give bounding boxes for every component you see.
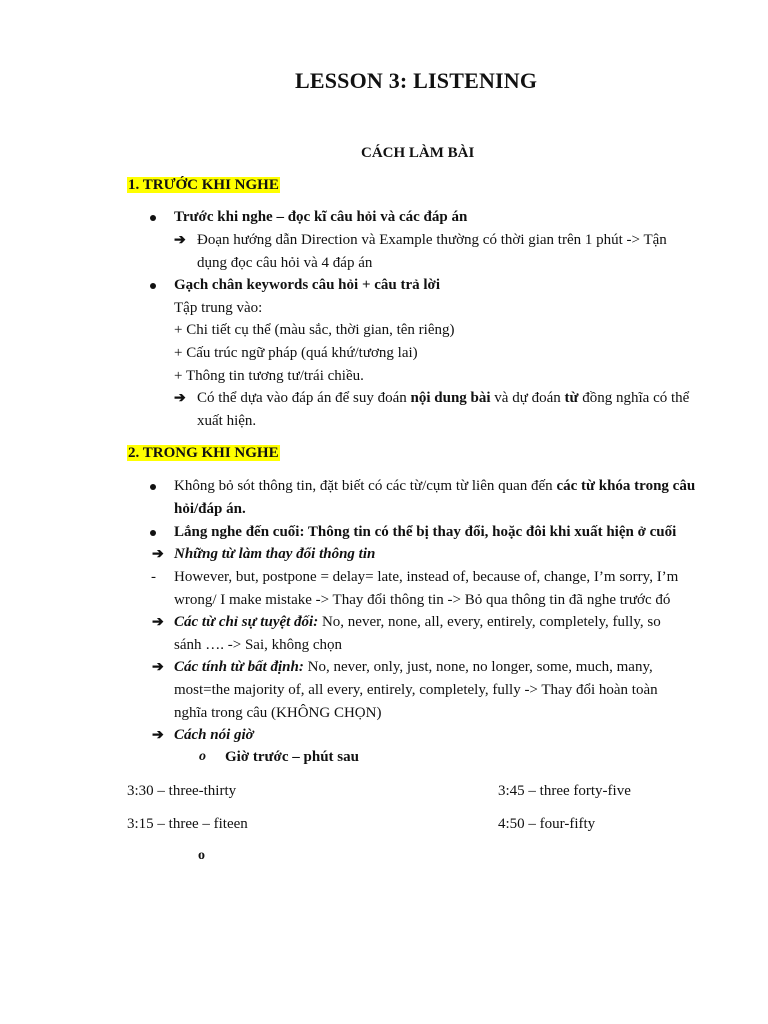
section-1-bullet-2: Gạch chân keywords câu hỏi + câu trả lời xyxy=(174,277,441,293)
page-subtitle: CÁCH LÀM BÀI xyxy=(361,145,475,161)
section-2-dash-line-2: wrong/ I make mistake -> Thay đổi thông tin -> Bỏ qua thông tin đã nghe trước đó xyxy=(174,592,671,608)
section-1-arrow-1-line-1: Đoạn hướng dẫn Direction và Example thường có thời gian trên 1 phút -> Tận xyxy=(197,232,667,248)
section-2-heading: 2. TRONG KHI NGHE xyxy=(128,445,279,461)
focus-item-1: + Chi tiết cụ thể (màu sắc, thời gian, tên riêng) xyxy=(174,322,455,338)
focus-item-3: + Thông tin tương tư/trái chiều. xyxy=(174,368,364,384)
bullet-icon xyxy=(150,283,156,289)
section-1-arrow-2-line-1: Có thể dựa vào đáp án để suy đoán nội dung bài và dự đoán từ đồng nghĩa có thể xyxy=(197,390,690,406)
arrow-icon: ➔ xyxy=(152,728,164,743)
section-2-bullet-1-line-1: Không bỏ sót thông tin, đặt biết có các từ/cụm từ liên quan đến các từ khóa trong câu xyxy=(174,478,696,494)
section-2-arrow-1: Những từ làm thay đổi thông tin xyxy=(174,546,376,562)
section-1-arrow-1-line-2: dụng đọc câu hỏi và 4 đáp án xyxy=(197,255,373,271)
section-2-arrow-3-line-3: nghĩa trong câu (KHÔNG CHỌN) xyxy=(174,705,382,721)
section-2-arrow-2-line-1: Các từ chỉ sự tuyệt đối: No, never, none, all, every, entirely, completely, fully, so xyxy=(174,614,661,630)
section-1-bullet-1: Trước khi nghe – đọc kĩ câu hỏi và các đáp án xyxy=(174,209,468,225)
section-2-dash-line-1: However, but, postpone = delay= late, instead of, because of, change, I’m sorry, I’m xyxy=(174,569,679,585)
section-2-arrow-3-line-2: most=the majority of, all every, entirely, completely, fully -> Thay đổi hoàn toàn xyxy=(174,682,658,698)
arrow-icon: ➔ xyxy=(152,660,164,675)
section-2-arrow-3-line-1: Các tính từ bất định: No, never, only, just, none, no longer, some, much, many, xyxy=(174,659,653,675)
arrow-icon: ➔ xyxy=(174,233,186,248)
section-1-heading: 1. TRƯỚC KHI NGHE xyxy=(128,177,279,193)
section-2-bullet-2: Lắng nghe đến cuối: Thông tin có thể bị thay đổi, hoặc đôi khi xuất hiện ở cuối xyxy=(174,524,677,540)
arrow-icon: ➔ xyxy=(152,547,164,562)
section-2-bullet-1-line-2: hỏi/đáp án. xyxy=(174,501,246,517)
time-example-2: 3:45 – three forty-five xyxy=(498,783,631,799)
page-title: LESSON 3: LISTENING xyxy=(295,68,538,93)
arrow-icon: ➔ xyxy=(152,615,164,630)
section-2-arrow-4: Cách nói giờ xyxy=(174,727,254,743)
focus-label: Tập trung vào: xyxy=(174,300,263,316)
bullet-icon xyxy=(150,530,156,536)
time-example-3: 3:15 – three – fiteen xyxy=(127,816,248,832)
arrow-icon: ➔ xyxy=(174,391,186,406)
section-1-arrow-2-line-2: xuất hiện. xyxy=(197,413,257,429)
circle-bullet-icon: o xyxy=(198,848,205,863)
section-2-sub-item: Giờ trước – phút sau xyxy=(225,749,359,765)
time-example-4: 4:50 – four-fifty xyxy=(498,816,596,832)
circle-bullet-icon: o xyxy=(199,749,206,764)
focus-item-2: + Cấu trúc ngữ pháp (quá khứ/tương lai) xyxy=(174,345,418,361)
bullet-icon xyxy=(150,215,156,221)
dash-marker: - xyxy=(151,569,156,585)
section-2-arrow-2-line-2: sánh …. -> Sai, không chọn xyxy=(174,637,343,653)
time-example-1: 3:30 – three-thirty xyxy=(127,783,237,799)
bullet-icon xyxy=(150,484,156,490)
